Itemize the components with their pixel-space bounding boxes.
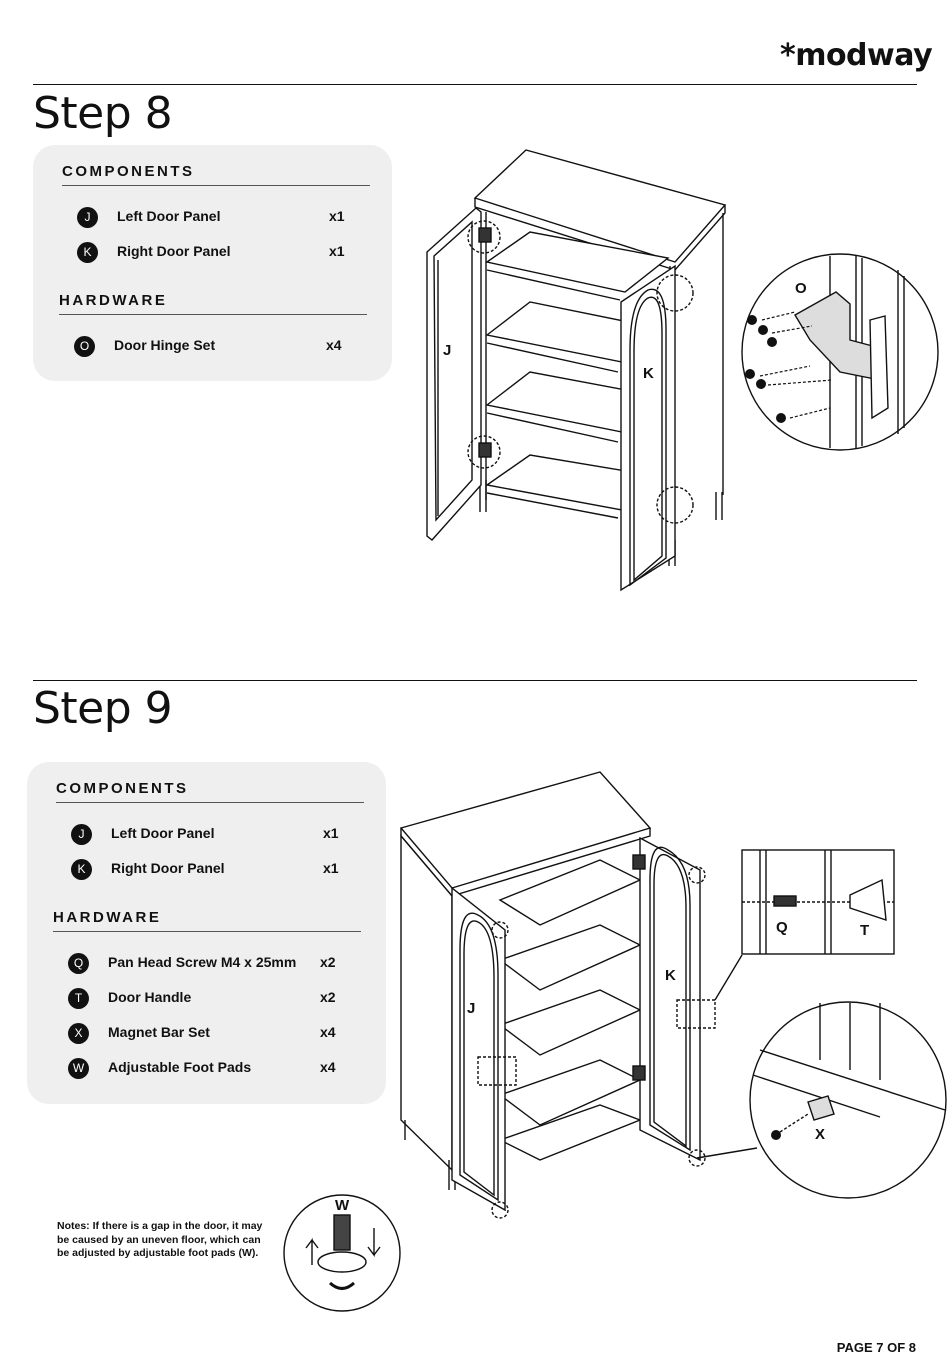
- component-qty: x1: [329, 208, 345, 224]
- hardware-heading: HARDWARE: [53, 909, 162, 926]
- right-door-callout: K: [643, 365, 654, 382]
- component-qty: x1: [323, 825, 339, 841]
- hinge-callout: O: [795, 280, 807, 297]
- hardware-heading: HARDWARE: [59, 292, 168, 309]
- step-8-title: Step 8: [33, 88, 173, 139]
- handle-callout: T: [860, 922, 870, 939]
- hardware-label: Adjustable Foot Pads: [108, 1059, 252, 1075]
- hardware-qty: x4: [326, 337, 342, 353]
- step-9-note: Notes: If there is a gap in the door, it may be caused by an uneven floor, which can be adjusted by adjustable foot pads (W).: [57, 1220, 263, 1259]
- components-heading: COMPONENTS: [56, 780, 189, 797]
- part-badge: Q: [68, 953, 89, 974]
- screw-callout: Q: [776, 919, 788, 936]
- part-badge: K: [77, 242, 98, 263]
- hardware-qty: x4: [320, 1024, 336, 1040]
- page-number: PAGE 7 OF 8: [836, 1340, 916, 1355]
- component-label: Right Door Panel: [117, 243, 231, 259]
- brand-logo: *modway: [780, 38, 933, 73]
- left-door-callout: J: [443, 342, 452, 359]
- component-label: Left Door Panel: [117, 208, 221, 224]
- part-badge: K: [71, 859, 92, 880]
- component-label: Left Door Panel: [111, 825, 215, 841]
- right-door-callout: K: [665, 967, 676, 984]
- part-badge: O: [74, 336, 95, 357]
- component-label: Right Door Panel: [111, 860, 225, 876]
- component-qty: x1: [323, 860, 339, 876]
- step-9-title: Step 9: [33, 683, 173, 734]
- hardware-qty: x2: [320, 954, 336, 970]
- part-badge: J: [71, 824, 92, 845]
- component-qty: x1: [329, 243, 345, 259]
- part-badge: J: [77, 207, 98, 228]
- left-door-callout: J: [467, 1000, 476, 1017]
- foot-pad-callout: W: [335, 1197, 350, 1214]
- components-heading: COMPONENTS: [62, 163, 195, 180]
- hardware-label: Door Hinge Set: [114, 337, 216, 353]
- part-badge: T: [68, 988, 89, 1009]
- hardware-qty: x4: [320, 1059, 336, 1075]
- magnet-callout: X: [815, 1126, 826, 1143]
- part-badge: W: [68, 1058, 89, 1079]
- hardware-qty: x2: [320, 989, 336, 1005]
- part-badge: X: [68, 1023, 89, 1044]
- hardware-label: Magnet Bar Set: [108, 1024, 210, 1040]
- hardware-label: Door Handle: [108, 989, 192, 1005]
- hardware-label: Pan Head Screw M4 x 25mm: [108, 954, 297, 970]
